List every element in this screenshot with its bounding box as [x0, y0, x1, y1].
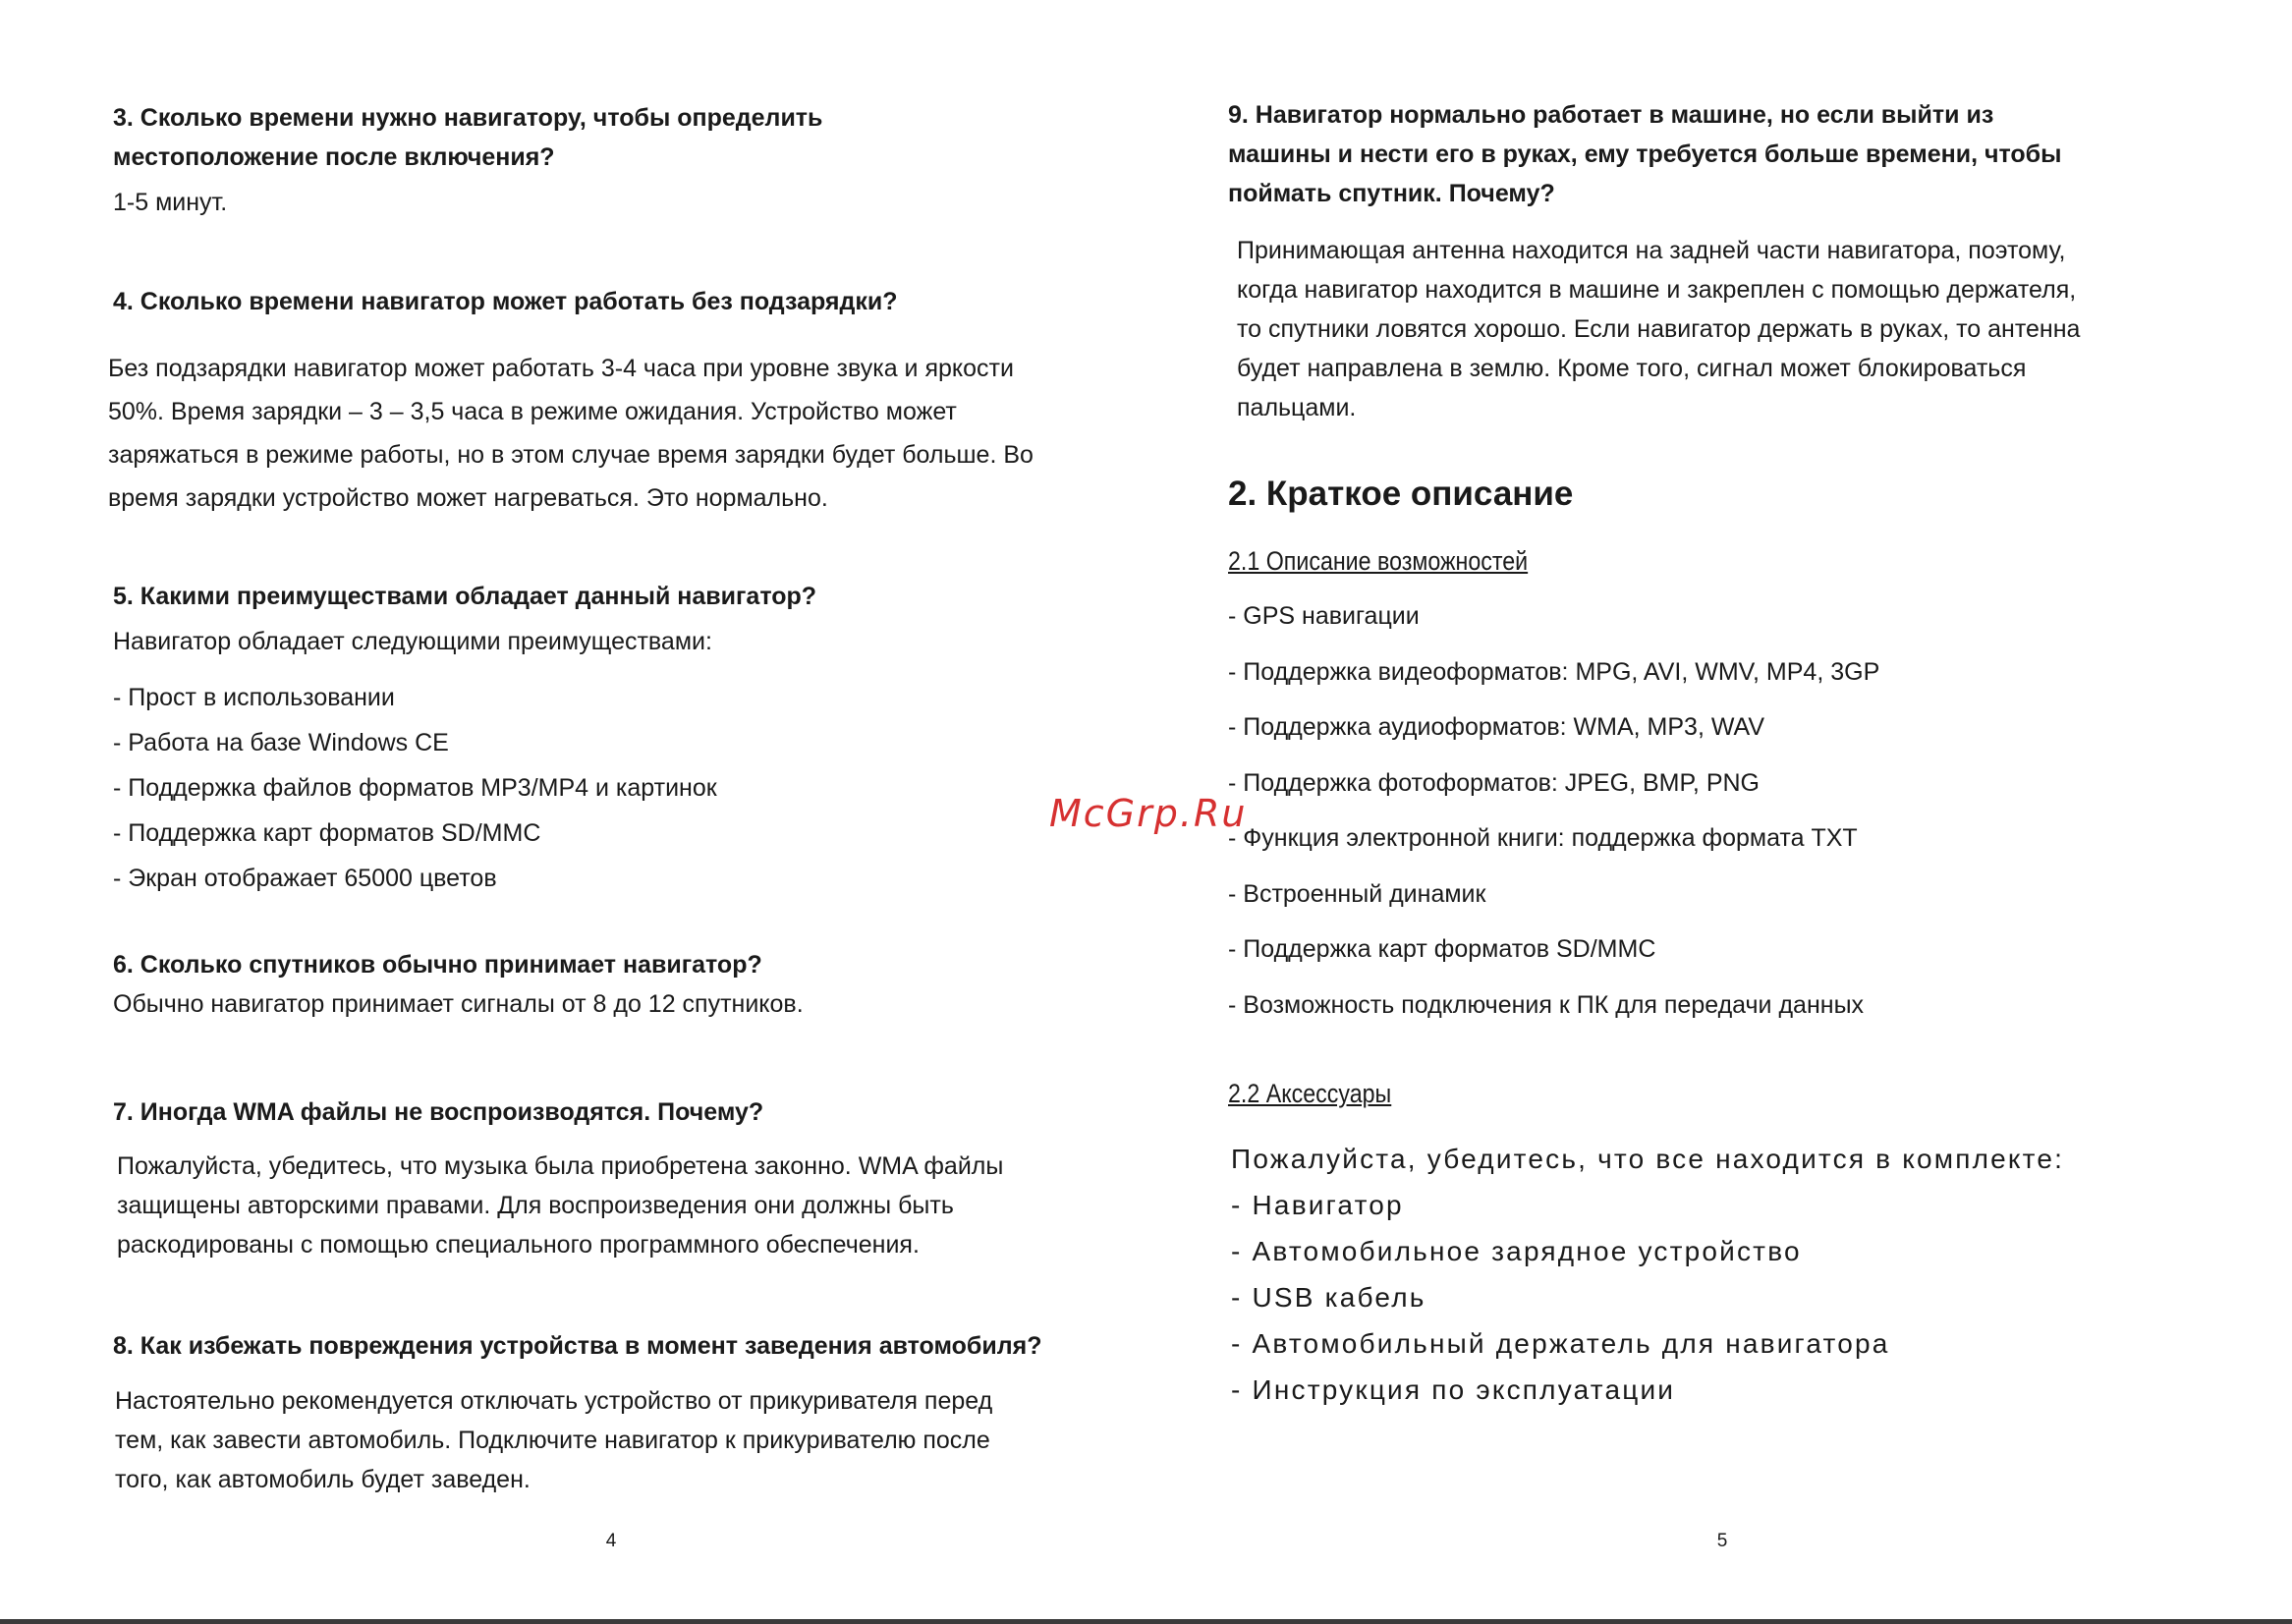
answer-text: Обычно навигатор принимает сигналы от 8 до 12 спутников.	[113, 990, 804, 1018]
answer-text: того, как автомобиль будет заведен.	[115, 1466, 531, 1493]
answer-text: защищены авторскими правами. Для воспроизведения они должны быть	[117, 1192, 954, 1219]
list-item: - USB кабель	[1231, 1282, 1426, 1313]
faq-item-5	[113, 577, 1095, 901]
question-heading: 8. Как избежать повреждения устройства в момент заведения автомобиля?	[113, 1332, 1042, 1360]
list-item: - Встроенный динамик	[1228, 879, 1486, 908]
page-number: 4	[605, 1531, 617, 1551]
answer-text: Принимающая антенна находится на задней части навигатора, поэтому,	[1237, 237, 2066, 264]
accessories-section	[1228, 1074, 2210, 1113]
list-item: - Инструкция по эксплуатации	[1231, 1374, 1676, 1405]
list-item: - Поддержка файлов форматов MP3/MP4 и картинок	[113, 774, 717, 802]
faq-answer-4	[108, 347, 1090, 520]
section-heading	[1228, 473, 2210, 516]
question-heading: поймать спутник. Почему?	[1228, 180, 1555, 207]
answer-text: Навигатор обладает следующими преимуществами:	[113, 628, 712, 655]
accessories-intro: Пожалуйста, убедитесь, что все находится в комплекте:	[1231, 1144, 2065, 1174]
faq-answer-7	[117, 1147, 1099, 1264]
faq-item-4	[113, 282, 1095, 321]
question-heading: 6. Сколько спутников обычно принимает навигатор?	[113, 951, 762, 979]
subsection-title: 2.2 Аксессуары	[1228, 1079, 1392, 1108]
accessories-list	[1231, 1136, 2213, 1413]
answer-text: Без подзарядки навигатор может работать 3-4 часа при уровне звука и яркости	[108, 355, 1014, 382]
list-item: - Поддержка видеоформатов: MPG, AVI, WMV, MP4, 3GP	[1228, 657, 1880, 686]
answer-text: Пожалуйста, убедитесь, что музыка была приобретена законно. WMA файлы	[117, 1152, 1004, 1180]
list-item: - Поддержка фотоформатов: JPEG, BMP, PNG	[1228, 768, 1761, 797]
faq-answer-8	[115, 1381, 1097, 1499]
answer-text: раскодированы с помощью специального программного обеспечения.	[117, 1231, 920, 1259]
answer-text: заряжаться в режиме работы, но в этом случае время зарядки будет больше. Во	[108, 441, 1034, 469]
features-section	[1228, 541, 2210, 581]
answer-text: тем, как завести автомобиль. Подключите навигатор к прикуривателю после	[115, 1427, 990, 1454]
list-item: - GPS навигации	[1228, 602, 1420, 630]
list-item: - Возможность подключения к ПК для передачи данных	[1228, 990, 1865, 1019]
question-heading: местоположение после включения?	[113, 143, 555, 171]
list-item: - Работа на базе Windows CE	[113, 729, 449, 756]
section-title: 2. Краткое описание	[1228, 475, 1574, 513]
faq-item-9	[1228, 95, 2210, 213]
question-heading: 4. Сколько времени навигатор может работать без подзарядки?	[113, 288, 898, 315]
list-item: - Прост в использовании	[113, 684, 395, 711]
list-item: - Функция электронной книги: поддержка формата TXT	[1228, 824, 1858, 852]
question-heading: машины и нести его в руках, ему требуется больше времени, чтобы	[1228, 140, 2062, 168]
list-item: - Поддержка карт форматов SD/MMC	[113, 819, 541, 847]
bottom-border	[0, 1619, 2292, 1624]
answer-text: 1-5 минут.	[113, 189, 228, 216]
list-item: - Экран отображает 65000 цветов	[113, 865, 497, 892]
faq-item-8	[113, 1326, 1095, 1366]
answer-text: то спутники ловятся хорошо. Если навигатор держать в руках, то антенна	[1237, 315, 2081, 343]
answer-text: будет направлена в землю. Кроме того, сигнал может блокироваться	[1237, 355, 2027, 382]
watermark: McGrp.Ru	[1049, 792, 1248, 835]
question-heading: 9. Навигатор нормально работает в машине, но если выйти из	[1228, 101, 1994, 129]
answer-text: Настоятельно рекомендуется отключать устройство от прикуривателя перед	[115, 1387, 993, 1415]
subsection-title: 2.1 Описание возможностей	[1228, 546, 1529, 576]
faq-answer-9	[1237, 231, 2219, 427]
faq-item-3	[113, 98, 1095, 224]
answer-text: пальцами.	[1237, 394, 1357, 421]
question-heading: 5. Какими преимуществами обладает данный навигатор?	[113, 583, 817, 610]
advantages-list	[113, 675, 1095, 901]
list-item: - Навигатор	[1231, 1190, 1404, 1220]
list-item: - Поддержка аудиоформатов: WMA, MP3, WAV	[1228, 713, 1764, 741]
question-heading: 3. Сколько времени нужно навигатору, чтобы определить	[113, 104, 823, 132]
list-item: - Автомобильный держатель для навигатора	[1231, 1328, 1890, 1359]
list-item: - Автомобильное зарядное устройство	[1231, 1236, 1802, 1266]
list-item: - Поддержка карт форматов SD/MMC	[1228, 935, 1656, 963]
faq-item-7	[113, 1092, 1095, 1132]
answer-text: когда навигатор находится в машине и закреплен с помощью держателя,	[1237, 276, 2077, 304]
faq-item-6	[113, 945, 1095, 1026]
answer-text: время зарядки устройство может нагреваться. Это нормально.	[108, 484, 828, 512]
question-heading: 7. Иногда WMA файлы не воспроизводятся. Почему?	[113, 1098, 764, 1126]
features-list	[1228, 588, 2210, 1033]
answer-text: 50%. Время зарядки – 3 – 3,5 часа в режиме ожидания. Устройство может	[108, 398, 957, 425]
page-number: 5	[1716, 1531, 1728, 1551]
